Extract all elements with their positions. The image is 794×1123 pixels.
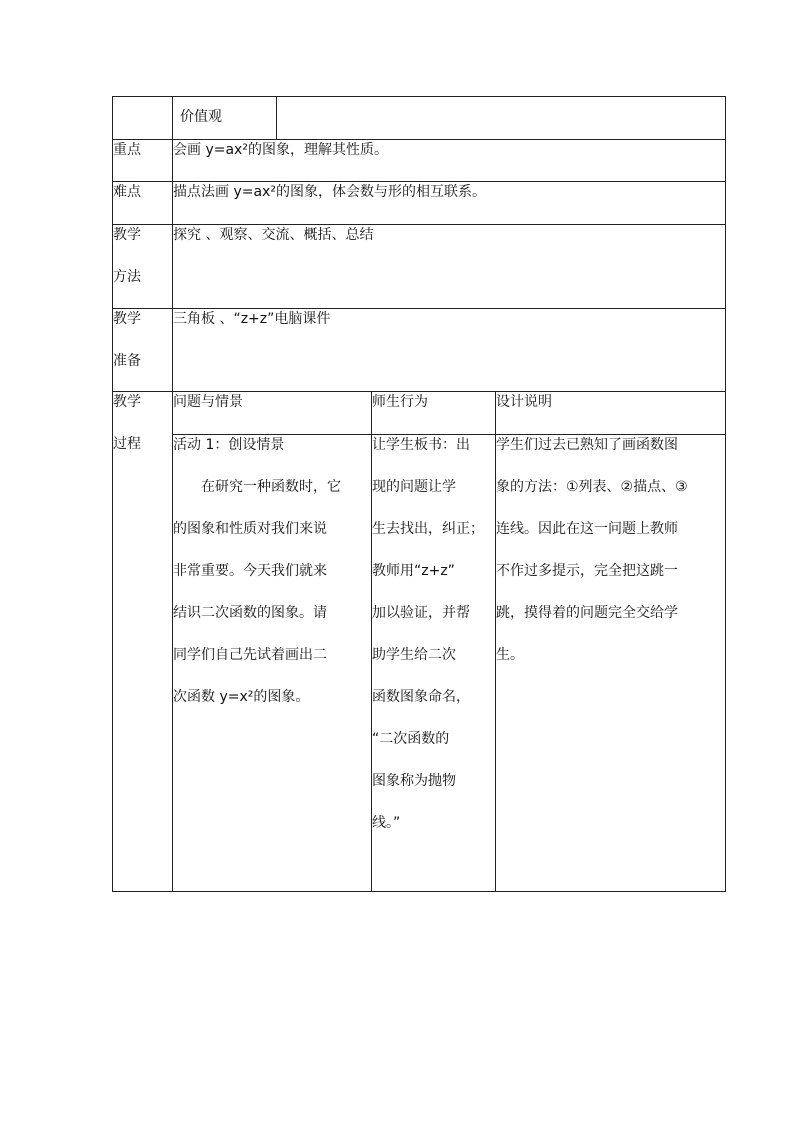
design-text-line: 学生们过去已熟知了画函数图 — [496, 437, 678, 453]
table-row-values — [113, 97, 726, 140]
activity-text-line: 在研究一种函数时，它 — [201, 479, 341, 495]
header-col1: 问题与情景 — [173, 392, 372, 435]
process-label — [113, 392, 173, 892]
process-label-line2: 过程 — [113, 436, 141, 452]
key-points-text: 会画 y=ax²的图象，理解其性质。 — [173, 140, 726, 182]
action-text-line: 函数图象命名， — [372, 689, 470, 705]
method-label-line2: 方法 — [113, 269, 141, 285]
process-col3 — [496, 435, 726, 892]
preparation-label-line2: 准备 — [113, 353, 141, 369]
table-row-method — [113, 225, 726, 309]
design-text-line: 跳，摸得着的问题完全交给学 — [496, 605, 678, 621]
activity-title: 活动 1：创设情景 — [173, 437, 285, 453]
process-label-line1: 教学 — [113, 394, 141, 410]
values-cell — [173, 97, 726, 140]
values-text: 价值观 — [173, 97, 277, 139]
process-col2 — [372, 435, 496, 892]
action-text-line: 让学生板书：出 — [372, 437, 470, 453]
action-text-line: 教师用“z+z” — [372, 563, 455, 579]
process-col1 — [173, 435, 372, 892]
table-row-preparation — [113, 309, 726, 392]
header-col3: 设计说明 — [496, 392, 726, 435]
action-text-line: 生去找出，纠正； — [372, 521, 484, 537]
activity-text-line: 同学们自己先试着画出二 — [173, 647, 327, 663]
design-text-line: 连线。因此在这一问题上教师 — [496, 521, 678, 537]
empty-label-cell — [113, 97, 173, 140]
table-row-key-points — [113, 140, 726, 182]
action-text-line: 助学生给二次 — [372, 647, 456, 663]
preparation-text: 三角板 、“z+z”电脑课件 — [173, 309, 726, 392]
design-text-line: 不作过多提示，完全把这跳一 — [496, 563, 678, 579]
table-row-difficulties — [113, 182, 726, 225]
difficulties-label: 难点 — [113, 182, 173, 225]
key-points-label: 重点 — [113, 140, 173, 182]
activity-text-line: 次函数 y=x²的图象。 — [173, 689, 310, 705]
activity-description — [173, 466, 371, 718]
method-label-line1: 教学 — [113, 227, 141, 243]
difficulties-text: 描点法画 y=ax²的图象，体会数与形的相互联系。 — [173, 182, 726, 225]
table-row-process-content — [113, 435, 726, 892]
activity-text-line: 非常重要。今天我们就来 — [173, 563, 327, 579]
action-text-line: 加以验证，并帮 — [372, 605, 470, 621]
values-empty — [277, 97, 725, 139]
design-text-line: 生。 — [496, 647, 524, 663]
method-label — [113, 225, 173, 309]
lesson-plan-table — [112, 96, 726, 892]
teacher-student-actions — [372, 424, 495, 844]
action-text-line: “二次函数的 — [372, 731, 450, 747]
action-text-line: 图象称为抛物 — [372, 773, 456, 789]
activity-text-line: 结识二次函数的图象。请 — [173, 605, 327, 621]
preparation-label — [113, 309, 173, 392]
action-text-line: 线。” — [372, 815, 401, 831]
design-text-line: 象的方法：①列表、②描点、③ — [496, 479, 688, 495]
action-text-line: 现的问题让学 — [372, 479, 456, 495]
preparation-label-line1: 教学 — [113, 311, 141, 327]
design-notes — [496, 424, 725, 676]
activity-text-line: 的图象和性质对我们来说 — [173, 521, 327, 537]
header-col2: 师生行为 — [372, 392, 496, 435]
method-text: 探究 、观察、交流、概括、总结 — [173, 225, 726, 309]
